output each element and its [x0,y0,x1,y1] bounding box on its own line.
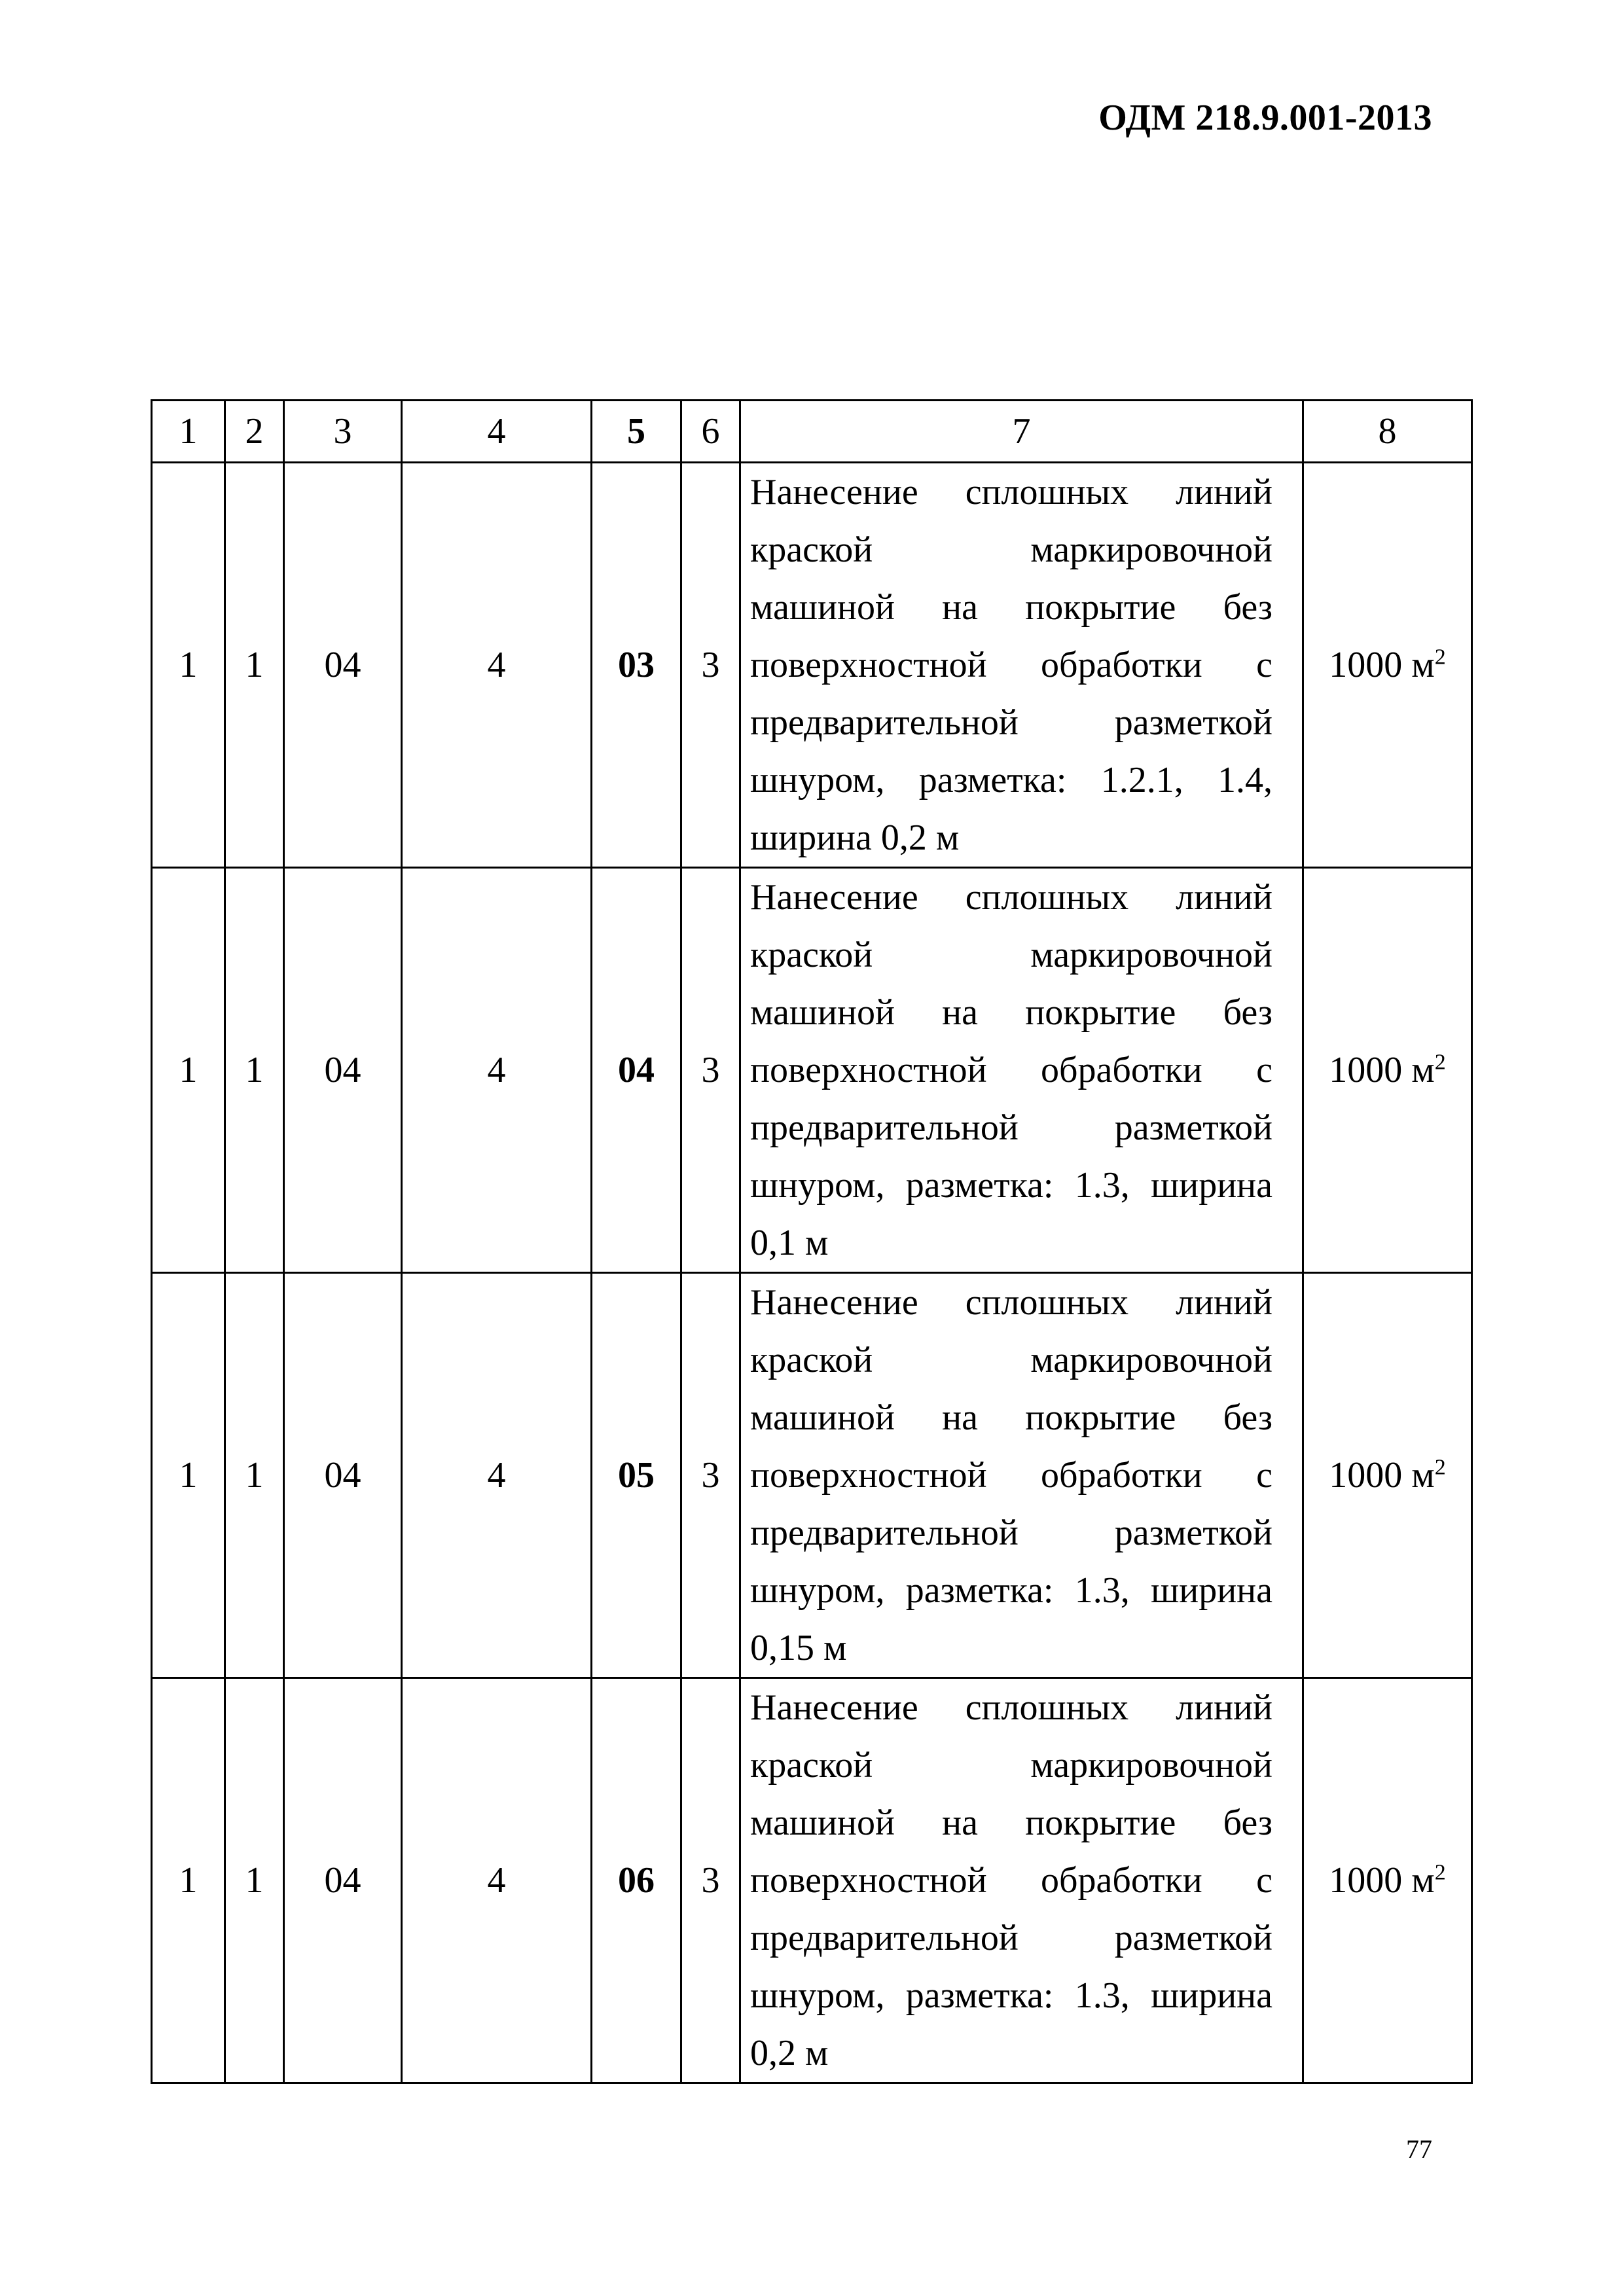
column-header-8: 8 [1303,401,1472,463]
cell-unit [1303,463,1472,868]
header-row [152,401,1472,463]
cell-description: Нанесение сплошных линий краской маркировочной машиной на покрытие без поверхностной обработки с предварительной разметкой шнуром, разметка: 1.3, ширина 0,15 м [740,1273,1303,1678]
unit-exponent: 2 [1434,645,1446,670]
table-row [152,463,1472,868]
cell-col4: 4 [402,868,592,1273]
cell-description: Нанесение сплошных линий краской маркировочной машиной на покрытие без поверхностной обработки с предварительной разметкой шнуром, разметка: 1.3, ширина 0,2 м [740,1678,1303,2083]
cell-col5: 04 [592,868,681,1273]
unit-value: 1000 м [1329,645,1435,685]
cell-unit [1303,868,1472,1273]
cell-col3: 04 [284,463,402,868]
cell-col1: 1 [152,868,225,1273]
column-header-2: 2 [225,401,284,463]
cell-col5: 06 [592,1678,681,2083]
cell-col4: 4 [402,1273,592,1678]
cell-col3: 04 [284,1273,402,1678]
classifier-table [151,399,1473,2084]
cell-description: Нанесение сплошных линий краской маркировочной машиной на покрытие без поверхностной обработки с предварительной разметкой шнуром, разметка: 1.2.1, 1.4, ширина 0,2 м [740,463,1303,868]
page-number: 77 [1406,2134,1432,2164]
cell-col3: 04 [284,1678,402,2083]
cell-col4: 4 [402,463,592,868]
cell-unit [1303,1273,1472,1678]
column-header-5: 5 [592,401,681,463]
unit-value: 1000 м [1329,1455,1435,1496]
cell-col6: 3 [681,1273,740,1678]
cell-col5: 05 [592,1273,681,1678]
table-row [152,1273,1472,1678]
column-header-3: 3 [284,401,402,463]
cell-col6: 3 [681,868,740,1273]
table-row [152,1678,1472,2083]
unit-exponent: 2 [1434,1050,1446,1075]
cell-col3: 04 [284,868,402,1273]
cell-col6: 3 [681,1678,740,2083]
cell-col4: 4 [402,1678,592,2083]
cell-unit [1303,1678,1472,2083]
column-header-1: 1 [152,401,225,463]
cell-col2: 1 [225,463,284,868]
cell-col6: 3 [681,463,740,868]
cell-col2: 1 [225,1273,284,1678]
cell-description: Нанесение сплошных линий краской маркировочной машиной на покрытие без поверхностной обработки с предварительной разметкой шнуром, разметка: 1.3, ширина 0,1 м [740,868,1303,1273]
column-header-6: 6 [681,401,740,463]
unit-value: 1000 м [1329,1050,1435,1090]
cell-col5: 03 [592,463,681,868]
cell-col1: 1 [152,1273,225,1678]
cell-col1: 1 [152,1678,225,2083]
unit-exponent: 2 [1434,1860,1446,1885]
cell-col1: 1 [152,463,225,868]
column-header-7: 7 [740,401,1303,463]
unit-exponent: 2 [1434,1455,1446,1480]
cell-col2: 1 [225,1678,284,2083]
unit-value: 1000 м [1329,1860,1435,1901]
table-row [152,868,1472,1273]
cell-col2: 1 [225,868,284,1273]
column-header-4: 4 [402,401,592,463]
document-code: ОДМ 218.9.001-2013 [1098,98,1432,138]
